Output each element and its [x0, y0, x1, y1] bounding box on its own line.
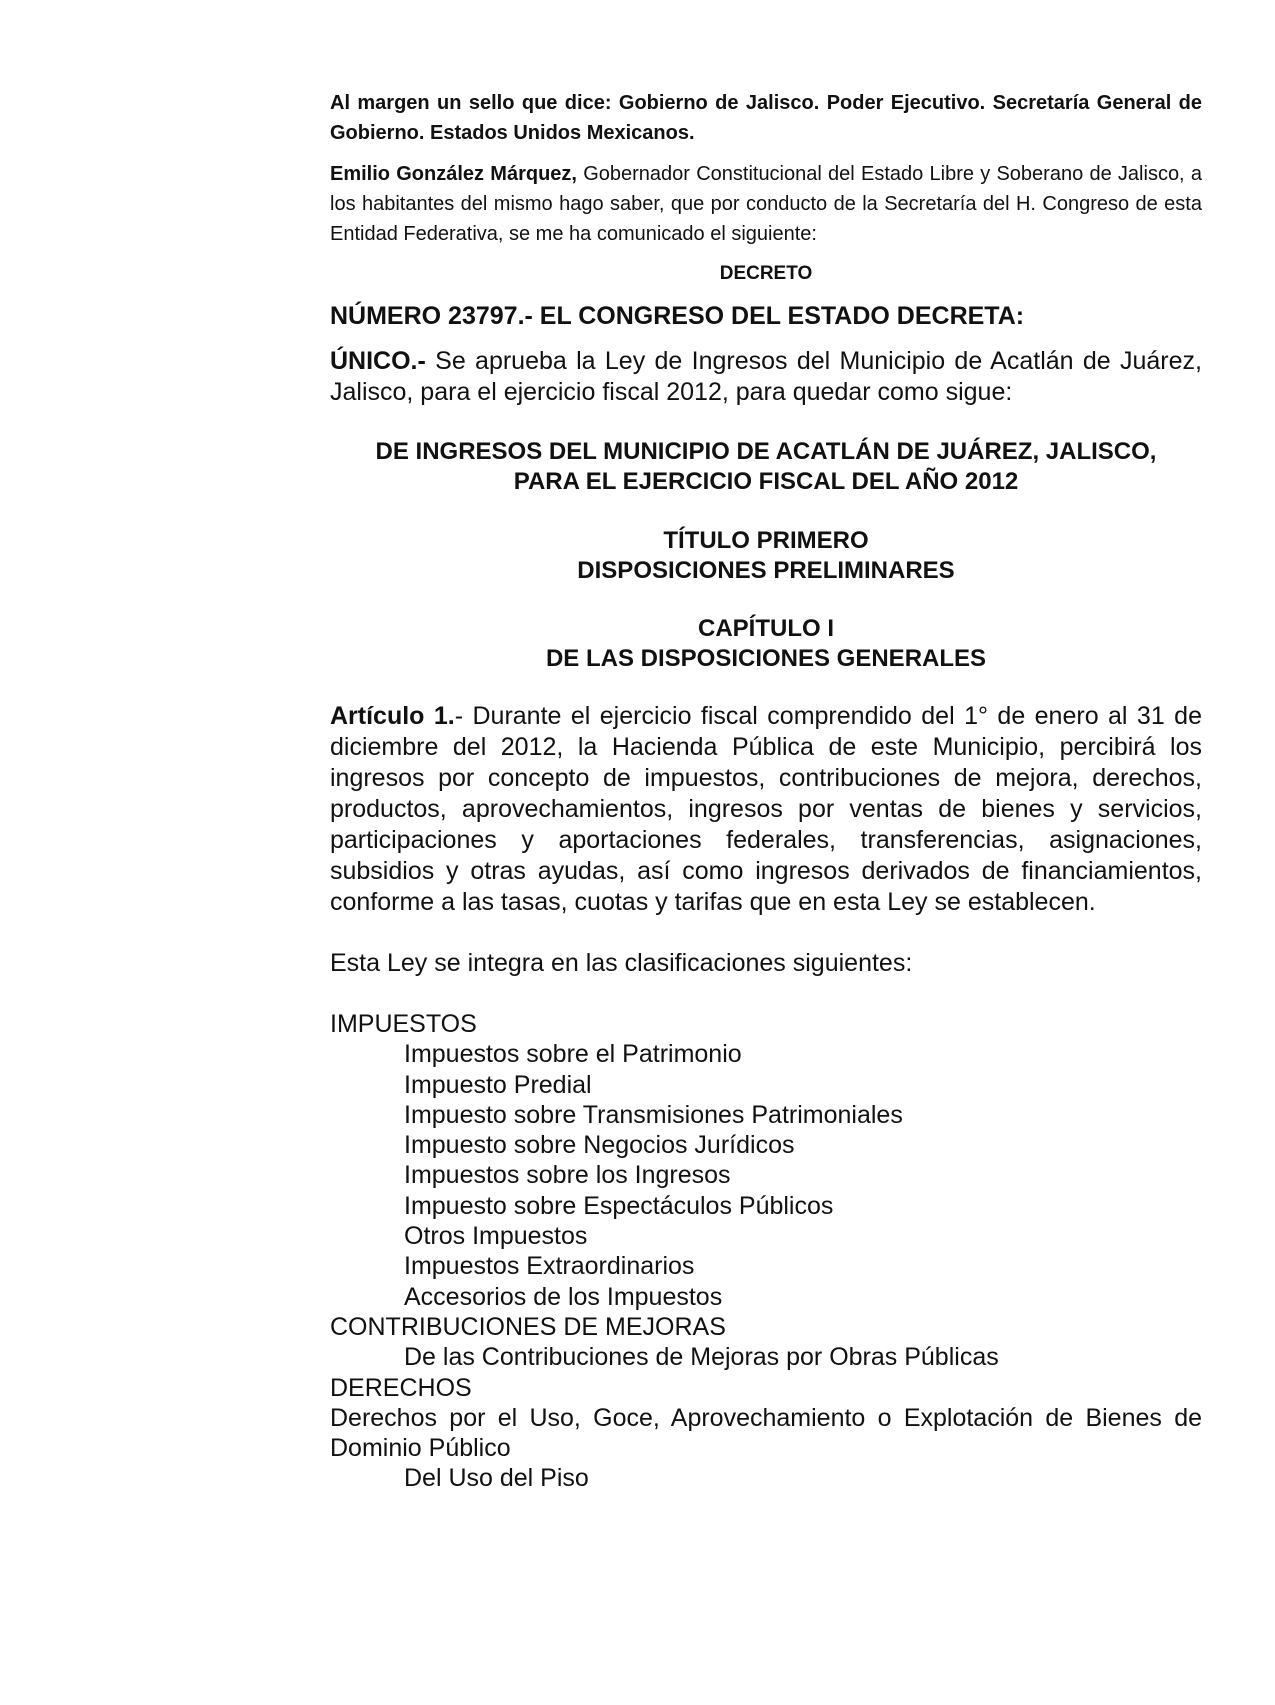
list-item: Impuesto sobre Transmisiones Patrimoniales — [404, 1100, 903, 1129]
list-item: Impuesto sobre Negocios Jurídicos — [404, 1131, 795, 1160]
articulo-1-paragraph — [330, 701, 1202, 918]
list-item: Accesorios de los Impuestos — [404, 1282, 723, 1311]
titulo-heading — [330, 526, 1202, 586]
decree-number: NÚMERO 23797.- EL CONGRESO DEL ESTADO DECRETA: — [330, 302, 1025, 330]
law-title-line-1: DE INGRESOS DEL MUNICIPIO DE ACATLÁN DE JUÁREZ, JALISCO, — [375, 438, 1157, 465]
intro-text: Gobernador Constitucional del Estado Libre y Soberano de Jalisco, a los habitantes del mismo hago saber, que por conducto de la Secretaría del H. Congreso de esta Entidad Federativa, se me ha comunicado el siguiente: — [330, 163, 1202, 245]
articulo-1-label: Artículo 1. — [330, 702, 455, 730]
law-title-line-2: PARA EL EJERCICIO FISCAL DEL AÑO 2012 — [513, 468, 1019, 495]
unico-paragraph — [330, 346, 1202, 408]
list-item: Impuesto Predial — [404, 1070, 592, 1099]
titulo-line-2: DISPOSICIONES PRELIMINARES — [577, 557, 955, 584]
document-page — [330, 88, 1202, 1494]
list-item: Impuestos Extraordinarios — [404, 1252, 695, 1281]
decreto-label: DECRETO — [719, 263, 813, 284]
list-item: IMPUESTOS — [330, 1010, 477, 1038]
classification-list — [330, 1009, 1202, 1494]
list-item: CONTRIBUCIONES DE MEJORAS — [330, 1312, 726, 1341]
intro-paragraph — [330, 159, 1202, 249]
list-item: Del Uso del Piso — [404, 1464, 589, 1493]
list-item: Otros Impuestos — [404, 1222, 588, 1251]
unico-label: ÚNICO.- — [330, 347, 426, 375]
margin-note: Al margen un sello que dice: Gobierno de Jalisco. Poder Ejecutivo. Secretaría General de Gobierno. Estados Unidos Mexicanos. — [330, 92, 1202, 144]
list-item: Impuesto sobre Espectáculos Públicos — [404, 1191, 834, 1220]
capitulo-line-1: CAPÍTULO I — [698, 615, 834, 642]
law-title — [330, 437, 1202, 497]
governor-name: Emilio González Márquez, — [330, 163, 577, 185]
articulo-1-text: - Durante el ejercicio fiscal comprendido del 1° de enero al 31 de diciembre del 2012, la Hacienda Pública de este Municipio, percibirá los ingresos por concepto de impuestos, contribuciones de mejora, derechos, productos, aprovechamientos, ingresos por ventas de bienes y servicios, participaciones y aportaciones federales, transferencias, asignaciones, subsidios y otras ayudas, así como ingresos derivados de financiamientos, conforme a las tasas, cuotas y tarifas que en esta Ley se establecen. — [330, 702, 1202, 916]
list-item: De las Contribuciones de Mejoras por Obras Públicas — [404, 1343, 999, 1372]
list-item: DERECHOS — [330, 1373, 472, 1402]
list-item: Derechos por el Uso, Goce, Aprovechamiento o Explotación de Bienes de Dominio Público — [330, 1403, 1202, 1463]
list-item: Impuestos sobre el Patrimonio — [404, 1040, 742, 1069]
capitulo-line-2: DE LAS DISPOSICIONES GENERALES — [545, 645, 987, 672]
unico-text: Se aprueba la Ley de Ingresos del Municipio de Acatlán de Juárez, Jalisco, para el ejercicio fiscal 2012, para quedar como sigue: — [330, 347, 1202, 406]
titulo-line-1: TÍTULO PRIMERO — [663, 527, 869, 554]
classification-intro: Esta Ley se integra en las clasificaciones siguientes: — [330, 949, 913, 977]
capitulo-heading — [330, 614, 1202, 674]
list-item: Impuestos sobre los Ingresos — [404, 1161, 731, 1190]
